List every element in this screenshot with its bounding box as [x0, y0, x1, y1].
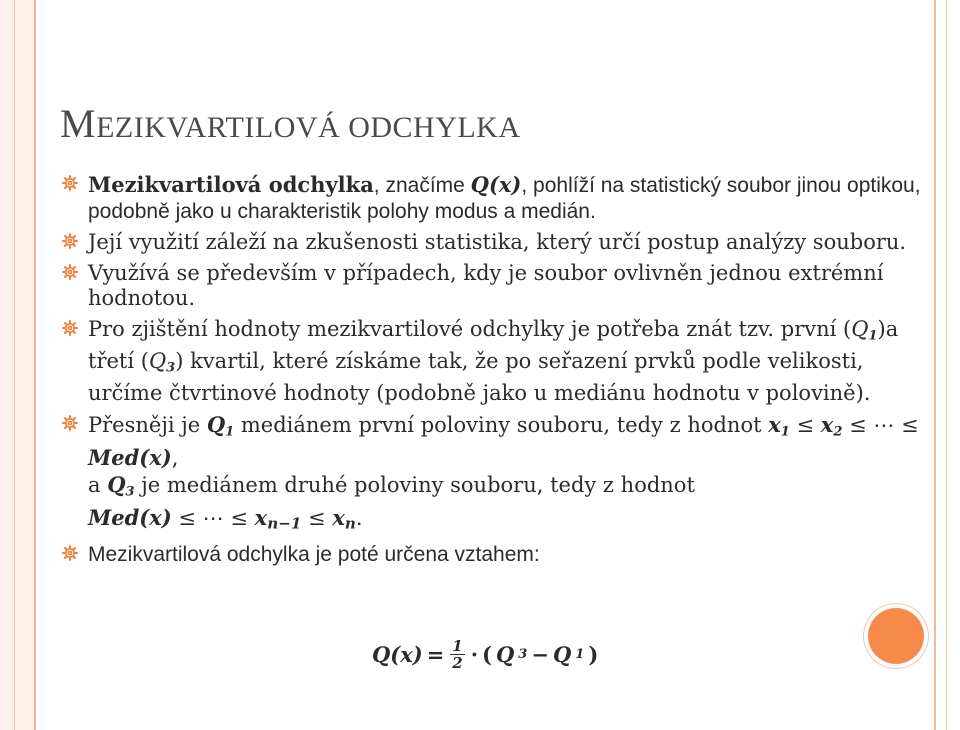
gear-icon [62, 320, 78, 336]
slide-title: MEZIKVARTILOVÁ ODCHYLKA [60, 101, 521, 146]
gear-icon [62, 233, 78, 249]
gear-icon [62, 264, 78, 280]
gear-icon [62, 545, 78, 561]
gear-icon [62, 175, 78, 191]
formula-qx: Q(x) = $\frac{1}{2}$ · ( Q 3 − Q 1 ) [372, 637, 599, 672]
term-bold: Mezikvartilová odchylka [88, 172, 374, 197]
bullet-usage: Její využití záleží na zkušenosti statistika, který určí postup analýzy souboru. [62, 230, 942, 256]
accent-circle [868, 608, 924, 664]
bullet-list [62, 172, 942, 573]
left-decorative-bar [0, 0, 36, 730]
fraction-half: $\frac{1}{2}$ [452, 637, 463, 672]
bullet-quartiles: Pro zjištění hodnoty mezikvartilové odchylky je potřeba znát tzv. první $(Q_1)a$ třetí $(Q_3)$ kvartil, které získáme tak, že po seřazení prvků podle velikosti, určíme čtvrtinové hodnoty (podobně jako u mediánu hodnotu v polovině). [62, 317, 942, 407]
bullet-extreme: Využívá se především v případech, kdy je soubor ovlivněn jednou extrémní hodnotou. [62, 261, 942, 312]
bullet-precise: Přesněji je $Q_1$ mediánem první poloviny souboru, tedy z hodnot $x_1 \le x_2$ ≤ ⋯ ≤ Med(x), a $Q_3$ je mediánem druhé poloviny souboru, tedy z hodnot Med(x) ≤ ⋯ ≤ $x_{n-1} \le x_n$. [62, 412, 942, 537]
gear-icon [62, 415, 78, 431]
bullet-definition: Mezikvartilová odchylka, značíme Q(x), pohlíží na statistický soubor jinou optikou, podobně jako u charakteristik polohy modus a medián. [62, 172, 942, 224]
bullet-formula-intro: Mezikvartilová odchylka je poté určena vztahem: [62, 542, 942, 568]
math-qx: Q(x) [470, 172, 522, 197]
